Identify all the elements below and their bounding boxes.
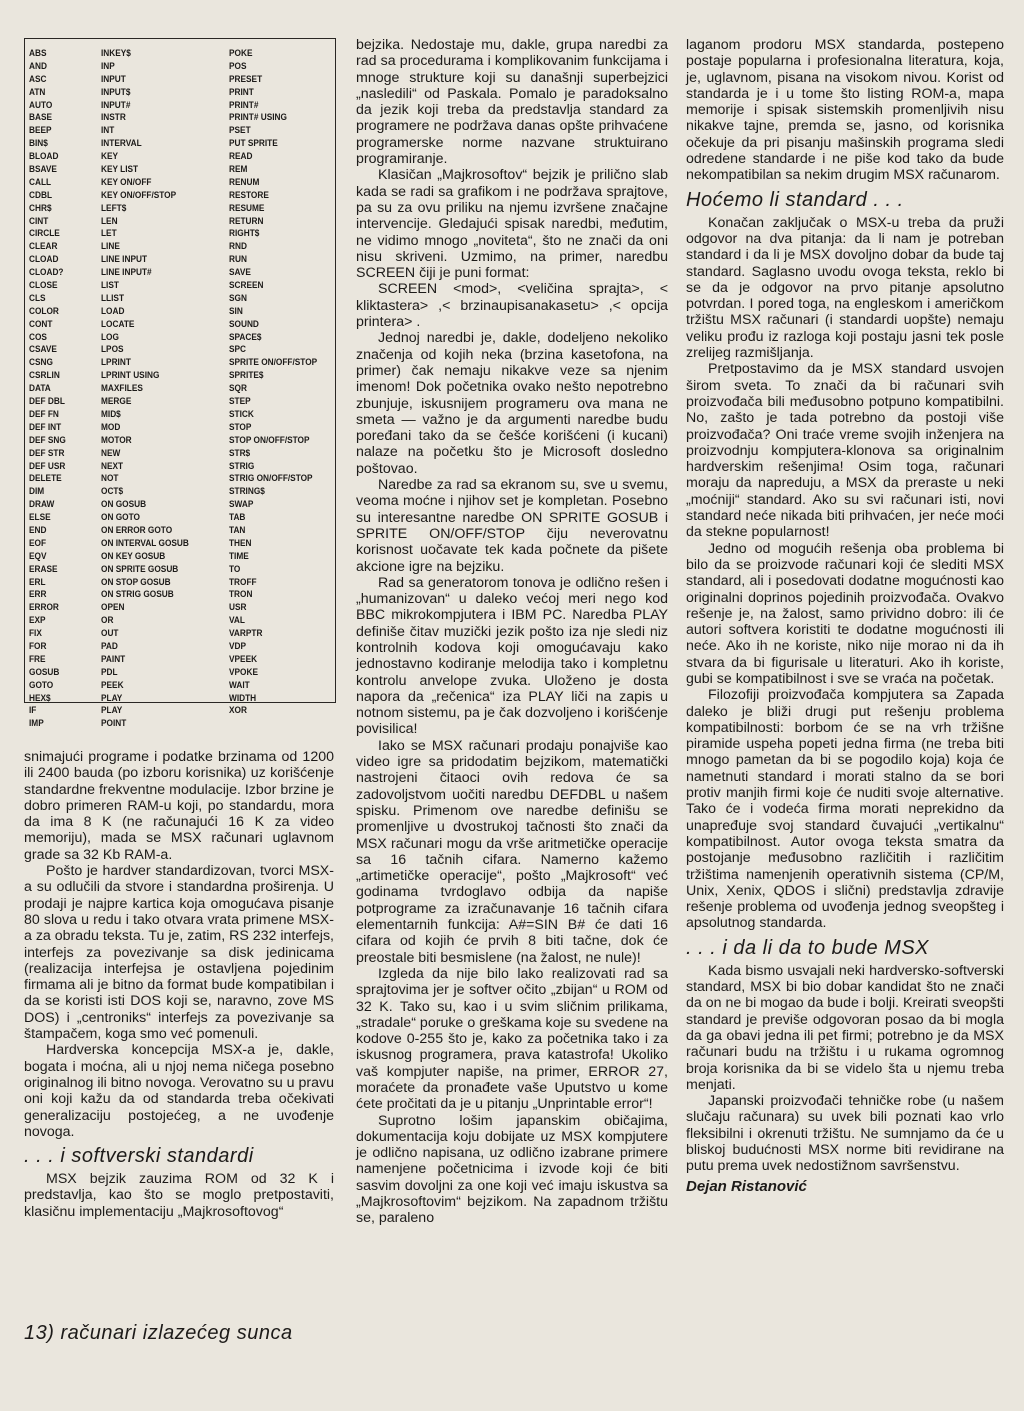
paragraph: laganom prodoru MSX standarda, postepeno postaje popularna i profesionalna literatura, koja, je, uglavnom, pisana na visokom nivou. Korist od standarda je i u tome što listing ROM-a, mapa memorije i spisak sistemskih promenljivih nisu nikakve tajne, premda se, jasno, od korisnika očekuje da pri pisanju mašinskih programa sledi odredene standarde i ne piše kod tako da bude nekompatibilan sa nekim drugim MSX računarom.: [686, 37, 1004, 184]
keyword: INPUT#: [101, 99, 131, 110]
paragraph: Naredbe za rad sa ekranom su, sve u svemu, veoma moćne i njihov set je kompletan. Posebno su interesantne naredbe ON SPRITE GOSUB i SPRITE ON/OFF/STOP čiju neverovatnu korisnost uočavate tek kada počnete da pišete akcione igre na bejziku.: [356, 477, 668, 575]
keyword: GOSUB: [29, 666, 60, 677]
keyword: ON ERROR GOTO: [101, 524, 173, 535]
paragraph: Kada bismo usvajali neki hardversko-softverski standard, MSX bi bio dobar kandidat što ne znači da on ne bi mogao da bude i bolji. Kreirati sveopšti standard je previše odgovoran posao da bi mogla da ga obavi jedna ili pet firmi; potrebno je da MSX računari budu na tržištu i u rukama ogromnog broja korisnika da bi se videlo šta u njemu treba menjati.: [686, 962, 1004, 1093]
keyword: TO: [229, 563, 241, 574]
keyword: STEP: [229, 396, 251, 407]
keyword: RESTORE: [229, 189, 269, 200]
keyword: CLOSE: [29, 280, 58, 291]
keyword: ERASE: [29, 563, 58, 574]
keyword: INSTR: [101, 112, 126, 123]
keyword: PRINT: [229, 86, 254, 97]
keyword: DATA: [29, 383, 51, 394]
keyword: TROFF: [229, 576, 257, 587]
keyword: RIGHT$: [229, 228, 260, 239]
keyword: POS: [229, 60, 247, 71]
keyword: INT: [101, 125, 115, 136]
keyword: STICK: [229, 408, 254, 419]
keyword: ON GOTO: [101, 512, 140, 523]
keyword: CHR$: [29, 202, 52, 213]
keyword: PRINT# USING: [229, 112, 287, 123]
keyword-column-2: [101, 39, 197, 730]
keyword: HEX$: [29, 692, 51, 703]
keyword: DEF DBL: [29, 396, 65, 407]
keyword: ASC: [29, 73, 47, 84]
paragraph: Izgleda da nije bilo lako realizovati rad sa sprajtovima jer je softver očito „zbijan“ u ROM od 32 K. Tako su, kao i u svim sličnim prilikama, „stradale“ poruke o greškama koje su svedene na kodove 0-255 što je, kako za početnika tako i za iskusnog programera, prava katastrofa! Ukoliko vaš kompjuter napiše, na primer, ERROR 27, moraćete da pronađete vaše Uputstvo u kome ćete pročitati da je u pitanju „Unprintable error“!: [356, 965, 668, 1113]
paragraph: Iako se MSX računari prodaju ponajviše kao video igre sa pridodatim bejzikom, matematički nastrojeni čitaoci ovih redova će sa zadovoljstvom uočiti naredbu DEFDBL u našem spisku. Primenom ove naredbe definišu se promenljive u dvostrukoj tačnosti što znači da MSX računari mogu da vrše aritmetičke operacije sa 16 tačnih cifara. Namerno kažemo „artimetičke operacije“, pošto „Majkrosoft“ već godinama tvrdoglavo odbija da napiše potprograme za izračunavanje 16 tačnih cifara elementarnih funkcija: A#=SIN B# će dati 16 cifara od kojih će prvih 8 biti tačne, dok će preostale biti besmislene (na žalost, ne nule)!: [356, 737, 668, 966]
keyword: DEF SNG: [29, 434, 66, 445]
paragraph: Filozofiji proizvođača kompjutera sa Zapada daleko je bliži drugi put rešenju problema kompatibilnosti: borbom će se na vrh tržišne piramide uspeha popeti jedna firma (ne treba biti mnogo pametan da bi se pogodilo koja) koja će nametnuti standard i morati stalno da se bori protiv manjih firmi koje će nuditi svoje alternative. Tako će i vodeća firma morati neprekidno da unapređuje svoj standard čuvajući „vertikalnu“ kompatibilnost. Autor ovoga teksta smatra da postojanje međusobno različitih i različitim tržištima namenjenih operativnih sistema (CP/M, Unix, Xenix, QDOS i slični) predstavlja zdravije rešenje problema od uvođenja jednog sveopšteg i apsolutnog standarda.: [686, 687, 1004, 932]
keyword: NOT: [101, 473, 119, 484]
keyword: SOUND: [229, 318, 259, 329]
keyword: LPRINT USING: [101, 370, 160, 381]
keyword: TRON: [229, 589, 253, 600]
keyword: SPRITE$: [229, 370, 264, 381]
paragraph: Hardverska koncepcija MSX-a je, dakle, bogata i moćna, ali u njoj nema ničega posebno originalnog ili bitno novoga. Verovatno su u pravu oni koji kažu da od standarda treba očekivati generalizaciju postojećeg, a ne uvođenje novoga.: [24, 1042, 334, 1140]
keyword: ON STOP GOSUB: [101, 576, 171, 587]
keyword: MAXFILES: [101, 383, 143, 394]
keyword: ERL: [29, 576, 46, 587]
screen-syntax: SCREEN <mod>, <veličina sprajta>, < kliktastera> ,< brzinaupisanakasetu> ,< opcija printera> .: [356, 281, 668, 331]
keyword: STRING$: [229, 486, 265, 497]
keyword: IMP: [29, 718, 44, 729]
paragraph: MSX bejzik zauzima ROM od 32 K i predstavlja, kao što se moglo pretpostaviti, klasičnu implementaciju „Majkrosoftovog“: [24, 1171, 334, 1220]
text-column-middle: [356, 37, 668, 1227]
keyword: XOR: [229, 705, 247, 716]
keyword: PRESET: [229, 73, 263, 84]
keyword: OCT$: [101, 486, 124, 497]
paragraph: bejzika. Nedostaje mu, dakle, grupa naredbi za rad sa procedurama i komplikovanim funkcijama i mnoge strukture koji su današnji superbejzici „nasledili“ od Paskala. Pomalo je paradoksalno da jezik koji treba da predstavlja standard za programere ne podržava danas opšte prihvaćene programerske norme nazvane struktuirano programiranje.: [356, 37, 668, 168]
keyword: LEFT$: [101, 202, 127, 213]
keyword: LINE INPUT#: [101, 267, 152, 278]
keyword: RUN: [229, 254, 247, 265]
paragraph: Japanski proizvođači tehničke robe (u našem slučaju računara) su uvek bili poznati kao vrlo fleksibilni i okrenuti tržištu. Ne sumnjamo da će u bliskoj budućnosti MSX norme biti revidirane na putu prema uvek nedostižnom savršenstvu.: [686, 1093, 1004, 1175]
author-signature: Dejan Ristanović: [686, 1177, 807, 1195]
keyword: CDBL: [29, 189, 52, 200]
keyword: LPRINT: [101, 357, 131, 368]
keyword: STR$: [229, 447, 251, 458]
keyword: ELSE: [29, 512, 51, 523]
keyword: SWAP: [229, 499, 254, 510]
keyword: VAL: [229, 615, 245, 626]
keyword: THEN: [229, 537, 252, 548]
keyword: IF: [29, 705, 37, 716]
keyword: DELETE: [29, 473, 62, 484]
paragraph: Pretpostavimo da je MSX standard usvojen širom sveta. To znači da bi računari svih proizvođača bili međusobno potpuno kompatibilni. No, zašto je tada potrebno da postoji više proizvođača? Oni traće vreme svojih inženjera na proizvodnju kompjutera-klonova sa originalnim hardverskim rešenjima! Osim toga, računari moraju da napreduju, a MSX da preraste u neki „moćniji“ standard. Ako su svi računari isti, novi standard neće nikada biti prihvaćen, jer neće moći da stekne popularnost!: [686, 361, 1004, 541]
keyword: POKE: [229, 48, 253, 58]
keyword: LLIST: [101, 292, 124, 303]
keyword: LOCATE: [101, 318, 135, 329]
keyword: PSET: [229, 125, 251, 136]
keyword: BSAVE: [29, 164, 57, 175]
keyword: EOF: [29, 537, 47, 548]
keyword: CLS: [29, 292, 46, 303]
keyword: LINE INPUT: [101, 254, 148, 265]
paragraph: Jednoj naredbi je, dakle, dodeljeno nekoliko značenja od kojih neka (brzina kasetofona, na primer) čak nemaju nikakve veze sa njenim imenom! Dok početnika ovako nešto nepotrebno zbunjuje, iskusnijem programeru ova mana ne smeta — važno je da argumenti naredbe budu poređani tako da se češće korišćeni (i kucani) nalaze na početku što je Microsoft dosledno poštovao.: [356, 330, 668, 477]
keyword: STOP: [229, 421, 252, 432]
keyword: MID$: [101, 408, 121, 419]
keyword: DEF INT: [29, 421, 62, 432]
paragraph: snimajući programe i podatke brzinama od 1200 ili 2400 bauda (po izboru korisnika) uz korišćenje standardne frekventne modulacije. Izbor brzine je dobro primeren RAM-u koji, po standardu, mora da ima 8 K (ne računajući 16 K za video memoriju), mada se MSX računari uglavnom grade sa 32 Kb RAM-a.: [24, 749, 334, 863]
keyword: INPUT$: [101, 86, 131, 97]
section-heading: Hoćemo li standard . . .: [686, 188, 904, 211]
keyword: SCREEN: [229, 280, 264, 291]
keyword: KEY LIST: [101, 164, 139, 175]
keyword: ERR: [29, 589, 47, 600]
keyword: USR: [229, 602, 247, 613]
keyword: LEN: [101, 215, 118, 226]
keyword: PLAY: [101, 705, 123, 716]
keyword: LOAD: [101, 305, 125, 316]
keyword: TAB: [229, 512, 246, 523]
keyword: DEF USR: [29, 460, 66, 471]
keyword: KEY: [101, 151, 119, 162]
section-heading: . . . i softverski standardi: [24, 1145, 254, 1168]
keyword: KEY ON/OFF/STOP: [101, 189, 177, 200]
keyword: RENUM: [229, 176, 260, 187]
keyword: PUT SPRITE: [229, 138, 278, 149]
keyword: CSAVE: [29, 344, 57, 355]
keyword: RND: [229, 241, 247, 252]
keyword: CSRLIN: [29, 370, 60, 381]
keyword: LINE: [101, 241, 120, 252]
keyword: DEF FN: [29, 408, 59, 419]
keyword: PEEK: [101, 679, 124, 690]
paragraph: Jedno od mogućih rešenja oba problema bi bilo da se proizvode računari koji će slediti MSX standard, ali i posedovati dodatne mogućnosti kao originalni doprinos pojedinih proizvođača. Ovakvo rešenje je, na žalost, samo prividno dobro: ili će autori softvera koristiti te dodatne mogućnosti ili neće. Ako ih ne koriste, niko nije morao ni da ih stvara da bi figurisale u literaturi. Ako ih koriste, gubi se kompatibilnost i sve se vraća na početak.: [686, 540, 1004, 687]
basic-keyword-table: [24, 38, 336, 729]
keyword: MOTOR: [101, 434, 132, 445]
paragraph: Konačan zaključak o MSX-u treba da pruži odgovor na dva pitanja: da li nam je potreban standard i da li je MSX dovoljno dobar da bude taj standard. Saglasno uvodu ovoga teksta, reklo bi se da je odgovor na prvo pitanje apsolutno potvrdan. I pored toga, na engleskom i američkom tržištu MSX računari (i standardi uopšte) nemaju veliku prođu iz razloga koji postaju jasni tek posle zrelijeg razmišljanja.: [686, 214, 1004, 362]
keyword: FOR: [29, 640, 47, 651]
section-heading: . . . i da li da to bude MSX: [686, 936, 930, 959]
keyword: OR: [101, 615, 114, 626]
keyword: PRINT#: [229, 99, 259, 110]
keyword: BIN$: [29, 138, 48, 149]
keyword: ON GOSUB: [101, 499, 147, 510]
keyword: CINT: [29, 215, 49, 226]
keyword: DIM: [29, 486, 45, 497]
paragraph: Klasičan „Majkrosoftov“ bejzik je prilično slab kada se radi sa grafikom i ne podržava sprajtove, pa su za ovu priliku na njemu izvršene značajne intervencije. Gledajući spisak naredbi, međutim, ne vidimo mnogo „noviteta“, što ne znači da oni nisu skriveni. Uzmimo, na primer, naredbu SCREEN čiji je puni format:: [356, 167, 668, 282]
keyword: LET: [101, 228, 117, 239]
keyword: CONT: [29, 318, 53, 329]
keyword: SPC: [229, 344, 247, 355]
keyword: EQV: [29, 550, 47, 561]
text-column-right: [686, 37, 1004, 1195]
keyword: ON KEY GOSUB: [101, 550, 166, 561]
keyword: STRIG ON/OFF/STOP: [229, 473, 313, 484]
keyword: PLAY: [101, 692, 123, 703]
keyword: STRIG: [229, 460, 255, 471]
keyword: CLOAD?: [29, 267, 64, 278]
keyword: INTERVAL: [101, 138, 142, 149]
keyword: NEXT: [101, 460, 124, 471]
paragraph: Pošto je hardver standardizovan, tvorci MSX-a su odlučili da stvore i standardna proširenja. U prodaji je najpre kartica koja omogućava pisanje 80 slova u redu i tako otvara vrata primene MSX-a za obradu teksta. Tu je, zatim, RS 232 interfejs, interfejs za povezivanje sa disk jedinicama (realizacija interfejsa je ostavljena pojedinim firmama ali je bitno da format bude kompatibilan i da se koristi isti DOS koji se, naravno, zove MS DOS) i „centroniks“ interfejs za povezivanje sa štampačem, koga smo već pomenuli.: [24, 863, 334, 1043]
keyword: PAD: [101, 640, 118, 651]
keyword: ABS: [29, 48, 47, 58]
keyword: GOTO: [29, 679, 54, 690]
paragraph: Rad sa generatorom tonova je odlično rešen i „humanizovan“ u daleko većoj meri nego kod BBC mikrokompjutera i IBM PC. Naredba PLAY definiše čitav muzički jezik pošto iza nje sledi niz kontrolnih kodova koji omogućavaju kako jednostavno kodiranje melodija tako i kompletnu kontrolu anvelope zvuka. Uloženo je dosta napora da „rečenica“ iza PLAY liči na zapis u notnom sistemu, pa je čak dozvoljeno i korišćenje povisilica!: [356, 574, 668, 738]
keyword: EXP: [29, 615, 46, 626]
keyword: NEW: [101, 447, 121, 458]
keyword: BASE: [29, 112, 53, 123]
keyword: DRAW: [29, 499, 55, 510]
text-column-left: [24, 749, 334, 1220]
keyword: TAN: [229, 524, 246, 535]
keyword: CLEAR: [29, 241, 58, 252]
keyword: ON STRIG GOSUB: [101, 589, 174, 600]
keyword: LOG: [101, 331, 119, 342]
keyword: CSNG: [29, 357, 53, 368]
keyword: CIRCLE: [29, 228, 60, 239]
keyword: CALL: [29, 176, 52, 187]
keyword: SPACE$: [229, 331, 262, 342]
keyword: SQR: [229, 383, 247, 394]
keyword: DEF STR: [29, 447, 65, 458]
keyword: SGN: [229, 292, 247, 303]
keyword: REM: [229, 164, 248, 175]
keyword: SAVE: [229, 267, 251, 278]
keyword: ATN: [29, 86, 46, 97]
keyword: SPRITE ON/OFF/STOP: [229, 357, 318, 368]
keyword: BLOAD: [29, 151, 59, 162]
paragraph: Suprotno lošim japanskim običajima, dokumentacija koju dobijate uz MSX kompjutere je odlično napisana, uz odlično izabrane primere namenjene početnicima i izvode koji će biti sasvim dovoljni za one koji već imaju iskustva sa „Majkrosoftovim“ bejzikom. Na zapadnom tržištu se, paraleno: [356, 1112, 668, 1227]
keyword-column-1: [29, 39, 69, 730]
keyword: PDL: [101, 666, 118, 677]
keyword: INPUT: [101, 73, 126, 84]
keyword: ERROR: [29, 602, 59, 613]
keyword: CLOAD: [29, 254, 59, 265]
keyword: VPEEK: [229, 653, 258, 664]
keyword: END: [29, 524, 47, 535]
keyword: ON SPRITE GOSUB: [101, 563, 179, 574]
keyword: KEY ON/OFF: [101, 176, 152, 187]
keyword: WAIT: [229, 679, 250, 690]
page-footer-title: 13) računari izlazećeg sunca: [24, 1322, 293, 1344]
keyword: ON INTERVAL GOSUB: [101, 537, 189, 548]
keyword: READ: [229, 151, 253, 162]
keyword: VPOKE: [229, 666, 258, 677]
keyword: STOP ON/OFF/STOP: [229, 434, 310, 445]
keyword: RESUME: [229, 202, 265, 213]
keyword: VDP: [229, 640, 247, 651]
keyword: VARPTR: [229, 628, 263, 639]
keyword: COS: [29, 331, 47, 342]
keyword: PAINT: [101, 653, 126, 664]
keyword: RETURN: [229, 215, 264, 226]
keyword: AUTO: [29, 99, 53, 110]
keyword: WIDTH: [229, 692, 257, 703]
keyword: MOD: [101, 421, 121, 432]
keyword-column-3: [229, 39, 325, 717]
keyword: AND: [29, 60, 47, 71]
keyword: INP: [101, 60, 115, 71]
keyword: LIST: [101, 280, 119, 291]
keyword: LPOS: [101, 344, 124, 355]
keyword: SIN: [229, 305, 243, 316]
keyword: INKEY$: [101, 48, 131, 58]
keyword: FRE: [29, 653, 46, 664]
keyword: OPEN: [101, 602, 125, 613]
keyword: TIME: [229, 550, 249, 561]
keyword: MERGE: [101, 396, 132, 407]
keyword: OUT: [101, 628, 119, 639]
keyword: COLOR: [29, 305, 59, 316]
keyword: FIX: [29, 628, 42, 639]
keyword: BEEP: [29, 125, 52, 136]
keyword: POINT: [101, 718, 127, 729]
